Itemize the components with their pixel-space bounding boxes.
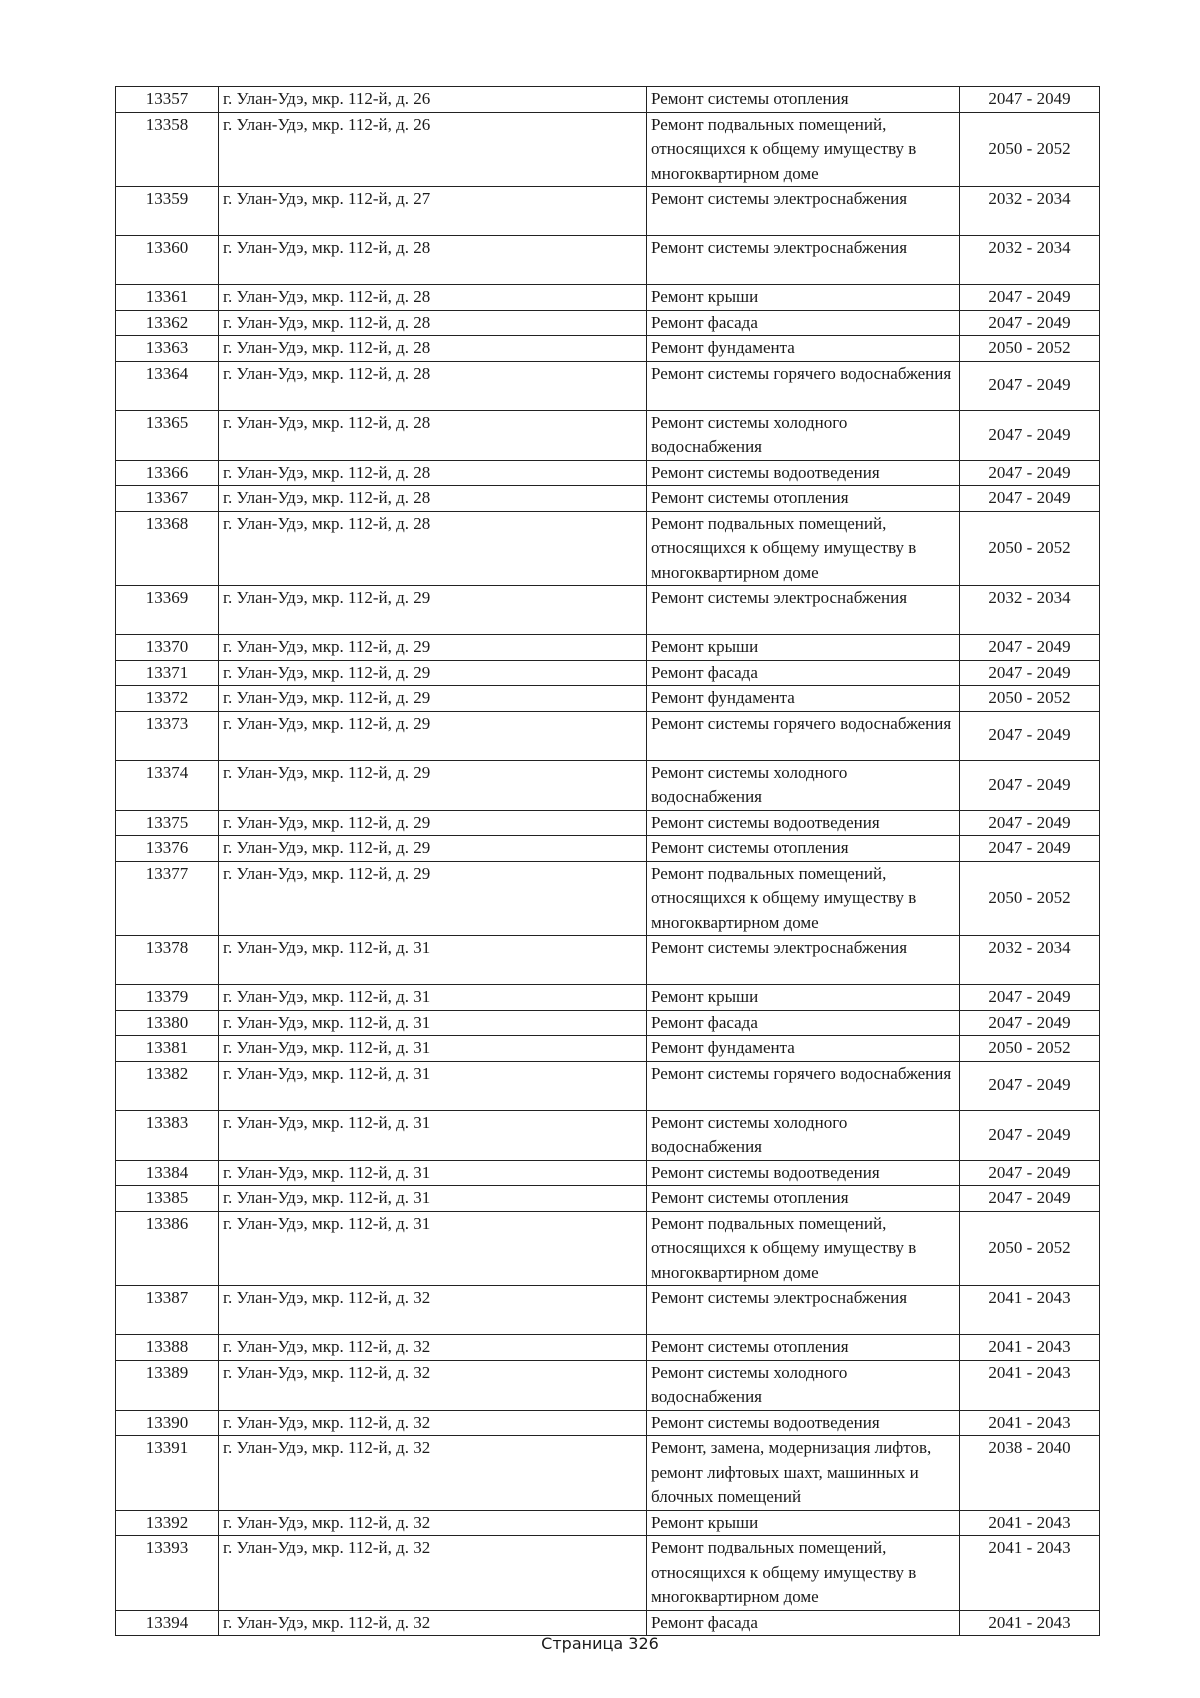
period-cell: 2047 - 2049 xyxy=(960,310,1100,336)
address-cell: г. Улан-Удэ, мкр. 112-й, д. 31 xyxy=(219,1010,647,1036)
table-row xyxy=(116,586,1100,635)
table-row xyxy=(116,87,1100,113)
work-type-cell: Ремонт системы отопления xyxy=(647,836,960,862)
address-cell: г. Улан-Удэ, мкр. 112-й, д. 29 xyxy=(219,861,647,936)
address-cell: г. Улан-Удэ, мкр. 112-й, д. 31 xyxy=(219,1061,647,1110)
address-cell: г. Улан-Удэ, мкр. 112-й, д. 27 xyxy=(219,187,647,236)
row-number-cell: 13364 xyxy=(116,361,219,410)
work-type-cell: Ремонт, замена, модернизация лифтов, ремонт лифтовых шахт, машинных и блочных помещений xyxy=(647,1436,960,1511)
work-type-cell: Ремонт системы горячего водоснабжения xyxy=(647,361,960,410)
work-type-cell: Ремонт системы электроснабжения xyxy=(647,1286,960,1335)
period-cell: 2047 - 2049 xyxy=(960,460,1100,486)
row-number-cell: 13393 xyxy=(116,1536,219,1611)
address-cell: г. Улан-Удэ, мкр. 112-й, д. 32 xyxy=(219,1360,647,1410)
address-cell: г. Улан-Удэ, мкр. 112-й, д. 29 xyxy=(219,711,647,760)
address-cell: г. Улан-Удэ, мкр. 112-й, д. 31 xyxy=(219,1211,647,1286)
row-number-cell: 13380 xyxy=(116,1010,219,1036)
table-row xyxy=(116,1335,1100,1361)
row-number-cell: 13379 xyxy=(116,985,219,1011)
row-number-cell: 13389 xyxy=(116,1360,219,1410)
table-row xyxy=(116,985,1100,1011)
address-cell: г. Улан-Удэ, мкр. 112-й, д. 28 xyxy=(219,336,647,362)
address-cell: г. Улан-Удэ, мкр. 112-й, д. 28 xyxy=(219,236,647,285)
row-number-cell: 13358 xyxy=(116,112,219,187)
row-number-cell: 13361 xyxy=(116,285,219,311)
row-number-cell: 13359 xyxy=(116,187,219,236)
row-number-cell: 13390 xyxy=(116,1410,219,1436)
row-number-cell: 13374 xyxy=(116,760,219,810)
work-type-cell: Ремонт системы горячего водоснабжения xyxy=(647,711,960,760)
row-number-cell: 13387 xyxy=(116,1286,219,1335)
period-cell: 2041 - 2043 xyxy=(960,1360,1100,1410)
repair-schedule-table xyxy=(115,86,1100,1636)
table-row xyxy=(116,1536,1100,1611)
row-number-cell: 13371 xyxy=(116,660,219,686)
work-type-cell: Ремонт системы водоотведения xyxy=(647,1410,960,1436)
row-number-cell: 13370 xyxy=(116,635,219,661)
address-cell: г. Улан-Удэ, мкр. 112-й, д. 32 xyxy=(219,1610,647,1636)
table-row xyxy=(116,760,1100,810)
row-number-cell: 13388 xyxy=(116,1335,219,1361)
row-number-cell: 13366 xyxy=(116,460,219,486)
work-type-cell: Ремонт подвальных помещений, относящихся к общему имуществу в многоквартирном доме xyxy=(647,1211,960,1286)
work-type-cell: Ремонт системы отопления xyxy=(647,486,960,512)
work-type-cell: Ремонт системы водоотведения xyxy=(647,1160,960,1186)
period-cell: 2050 - 2052 xyxy=(960,1211,1100,1286)
table-row xyxy=(116,1436,1100,1511)
work-type-cell: Ремонт крыши xyxy=(647,985,960,1011)
period-cell: 2047 - 2049 xyxy=(960,1110,1100,1160)
address-cell: г. Улан-Удэ, мкр. 112-й, д. 29 xyxy=(219,760,647,810)
work-type-cell: Ремонт системы отопления xyxy=(647,1335,960,1361)
address-cell: г. Улан-Удэ, мкр. 112-й, д. 29 xyxy=(219,586,647,635)
work-type-cell: Ремонт фундамента xyxy=(647,1036,960,1062)
table-row xyxy=(116,336,1100,362)
table-row xyxy=(116,1510,1100,1536)
period-cell: 2032 - 2034 xyxy=(960,187,1100,236)
table-row xyxy=(116,187,1100,236)
row-number-cell: 13382 xyxy=(116,1061,219,1110)
address-cell: г. Улан-Удэ, мкр. 112-й, д. 32 xyxy=(219,1436,647,1511)
address-cell: г. Улан-Удэ, мкр. 112-й, д. 29 xyxy=(219,686,647,712)
row-number-cell: 13381 xyxy=(116,1036,219,1062)
period-cell: 2050 - 2052 xyxy=(960,686,1100,712)
address-cell: г. Улан-Удэ, мкр. 112-й, д. 28 xyxy=(219,361,647,410)
work-type-cell: Ремонт подвальных помещений, относящихся к общему имуществу в многоквартирном доме xyxy=(647,112,960,187)
work-type-cell: Ремонт системы холодного водоснабжения xyxy=(647,1360,960,1410)
work-type-cell: Ремонт подвальных помещений, относящихся к общему имуществу в многоквартирном доме xyxy=(647,1536,960,1611)
address-cell: г. Улан-Удэ, мкр. 112-й, д. 28 xyxy=(219,511,647,586)
address-cell: г. Улан-Удэ, мкр. 112-й, д. 26 xyxy=(219,87,647,113)
address-cell: г. Улан-Удэ, мкр. 112-й, д. 32 xyxy=(219,1536,647,1611)
period-cell: 2047 - 2049 xyxy=(960,836,1100,862)
work-type-cell: Ремонт фасада xyxy=(647,310,960,336)
period-cell: 2047 - 2049 xyxy=(960,985,1100,1011)
period-cell: 2032 - 2034 xyxy=(960,936,1100,985)
row-number-cell: 13375 xyxy=(116,810,219,836)
table-row xyxy=(116,861,1100,936)
period-cell: 2047 - 2049 xyxy=(960,361,1100,410)
table-row xyxy=(116,460,1100,486)
address-cell: г. Улан-Удэ, мкр. 112-й, д. 28 xyxy=(219,460,647,486)
table-row xyxy=(116,1410,1100,1436)
address-cell: г. Улан-Удэ, мкр. 112-й, д. 29 xyxy=(219,660,647,686)
work-type-cell: Ремонт системы электроснабжения xyxy=(647,586,960,635)
table-row xyxy=(116,1110,1100,1160)
row-number-cell: 13360 xyxy=(116,236,219,285)
work-type-cell: Ремонт фундамента xyxy=(647,336,960,362)
period-cell: 2047 - 2049 xyxy=(960,87,1100,113)
table-row xyxy=(116,1360,1100,1410)
table-row xyxy=(116,410,1100,460)
work-type-cell: Ремонт фасада xyxy=(647,1010,960,1036)
row-number-cell: 13372 xyxy=(116,686,219,712)
address-cell: г. Улан-Удэ, мкр. 112-й, д. 31 xyxy=(219,936,647,985)
row-number-cell: 13383 xyxy=(116,1110,219,1160)
work-type-cell: Ремонт системы электроснабжения xyxy=(647,936,960,985)
address-cell: г. Улан-Удэ, мкр. 112-й, д. 26 xyxy=(219,112,647,187)
row-number-cell: 13384 xyxy=(116,1160,219,1186)
address-cell: г. Улан-Удэ, мкр. 112-й, д. 31 xyxy=(219,985,647,1011)
period-cell: 2041 - 2043 xyxy=(960,1335,1100,1361)
row-number-cell: 13376 xyxy=(116,836,219,862)
table-row xyxy=(116,936,1100,985)
period-cell: 2047 - 2049 xyxy=(960,1010,1100,1036)
period-cell: 2050 - 2052 xyxy=(960,861,1100,936)
work-type-cell: Ремонт крыши xyxy=(647,1510,960,1536)
row-number-cell: 13365 xyxy=(116,410,219,460)
address-cell: г. Улан-Удэ, мкр. 112-й, д. 31 xyxy=(219,1186,647,1212)
period-cell: 2032 - 2034 xyxy=(960,586,1100,635)
period-cell: 2047 - 2049 xyxy=(960,810,1100,836)
address-cell: г. Улан-Удэ, мкр. 112-й, д. 28 xyxy=(219,285,647,311)
work-type-cell: Ремонт системы водоотведения xyxy=(647,810,960,836)
table-row xyxy=(116,1010,1100,1036)
address-cell: г. Улан-Удэ, мкр. 112-й, д. 28 xyxy=(219,486,647,512)
table-row xyxy=(116,511,1100,586)
period-cell: 2050 - 2052 xyxy=(960,112,1100,187)
period-cell: 2050 - 2052 xyxy=(960,336,1100,362)
work-type-cell: Ремонт фасада xyxy=(647,1610,960,1636)
period-cell: 2047 - 2049 xyxy=(960,760,1100,810)
address-cell: г. Улан-Удэ, мкр. 112-й, д. 32 xyxy=(219,1510,647,1536)
row-number-cell: 13369 xyxy=(116,586,219,635)
table-row xyxy=(116,1286,1100,1335)
work-type-cell: Ремонт системы холодного водоснабжения xyxy=(647,1110,960,1160)
period-cell: 2047 - 2049 xyxy=(960,711,1100,760)
table-row xyxy=(116,310,1100,336)
work-type-cell: Ремонт системы водоотведения xyxy=(647,460,960,486)
work-type-cell: Ремонт системы холодного водоснабжения xyxy=(647,760,960,810)
work-type-cell: Ремонт системы отопления xyxy=(647,87,960,113)
period-cell: 2041 - 2043 xyxy=(960,1510,1100,1536)
work-type-cell: Ремонт системы электроснабжения xyxy=(647,187,960,236)
period-cell: 2047 - 2049 xyxy=(960,1160,1100,1186)
row-number-cell: 13391 xyxy=(116,1436,219,1511)
period-cell: 2047 - 2049 xyxy=(960,486,1100,512)
table-row xyxy=(116,1061,1100,1110)
table-row xyxy=(116,711,1100,760)
period-cell: 2047 - 2049 xyxy=(960,285,1100,311)
period-cell: 2041 - 2043 xyxy=(960,1410,1100,1436)
table-row xyxy=(116,1036,1100,1062)
work-type-cell: Ремонт подвальных помещений, относящихся к общему имуществу в многоквартирном доме xyxy=(647,861,960,936)
row-number-cell: 13357 xyxy=(116,87,219,113)
table-row xyxy=(116,810,1100,836)
row-number-cell: 13367 xyxy=(116,486,219,512)
row-number-cell: 13362 xyxy=(116,310,219,336)
work-type-cell: Ремонт фасада xyxy=(647,660,960,686)
row-number-cell: 13385 xyxy=(116,1186,219,1212)
table-row xyxy=(116,1186,1100,1212)
row-number-cell: 13392 xyxy=(116,1510,219,1536)
period-cell: 2050 - 2052 xyxy=(960,511,1100,586)
work-type-cell: Ремонт системы отопления xyxy=(647,1186,960,1212)
table-row xyxy=(116,660,1100,686)
address-cell: г. Улан-Удэ, мкр. 112-й, д. 32 xyxy=(219,1410,647,1436)
page-number: Страница 326 xyxy=(541,1634,659,1653)
table-row xyxy=(116,112,1100,187)
address-cell: г. Улан-Удэ, мкр. 112-й, д. 31 xyxy=(219,1110,647,1160)
period-cell: 2038 - 2040 xyxy=(960,1436,1100,1511)
period-cell: 2041 - 2043 xyxy=(960,1286,1100,1335)
row-number-cell: 13363 xyxy=(116,336,219,362)
work-type-cell: Ремонт крыши xyxy=(647,635,960,661)
period-cell: 2050 - 2052 xyxy=(960,1036,1100,1062)
row-number-cell: 13377 xyxy=(116,861,219,936)
address-cell: г. Улан-Удэ, мкр. 112-й, д. 28 xyxy=(219,410,647,460)
period-cell: 2041 - 2043 xyxy=(960,1610,1100,1636)
period-cell: 2032 - 2034 xyxy=(960,236,1100,285)
period-cell: 2047 - 2049 xyxy=(960,410,1100,460)
work-type-cell: Ремонт системы холодного водоснабжения xyxy=(647,410,960,460)
period-cell: 2041 - 2043 xyxy=(960,1536,1100,1611)
table-row xyxy=(116,285,1100,311)
address-cell: г. Улан-Удэ, мкр. 112-й, д. 32 xyxy=(219,1286,647,1335)
table-row xyxy=(116,361,1100,410)
period-cell: 2047 - 2049 xyxy=(960,660,1100,686)
row-number-cell: 13386 xyxy=(116,1211,219,1286)
row-number-cell: 13378 xyxy=(116,936,219,985)
table-row xyxy=(116,1211,1100,1286)
period-cell: 2047 - 2049 xyxy=(960,635,1100,661)
table-row xyxy=(116,1610,1100,1636)
work-type-cell: Ремонт системы электроснабжения xyxy=(647,236,960,285)
table-row xyxy=(116,486,1100,512)
work-type-cell: Ремонт системы горячего водоснабжения xyxy=(647,1061,960,1110)
address-cell: г. Улан-Удэ, мкр. 112-й, д. 31 xyxy=(219,1160,647,1186)
address-cell: г. Улан-Удэ, мкр. 112-й, д. 31 xyxy=(219,1036,647,1062)
address-cell: г. Улан-Удэ, мкр. 112-й, д. 29 xyxy=(219,836,647,862)
address-cell: г. Улан-Удэ, мкр. 112-й, д. 32 xyxy=(219,1335,647,1361)
address-cell: г. Улан-Удэ, мкр. 112-й, д. 28 xyxy=(219,310,647,336)
period-cell: 2047 - 2049 xyxy=(960,1061,1100,1110)
table-row xyxy=(116,1160,1100,1186)
row-number-cell: 13368 xyxy=(116,511,219,586)
table-row xyxy=(116,686,1100,712)
table-body xyxy=(116,87,1100,1636)
table-row xyxy=(116,236,1100,285)
address-cell: г. Улан-Удэ, мкр. 112-й, д. 29 xyxy=(219,810,647,836)
address-cell: г. Улан-Удэ, мкр. 112-й, д. 29 xyxy=(219,635,647,661)
work-type-cell: Ремонт крыши xyxy=(647,285,960,311)
table-row xyxy=(116,836,1100,862)
row-number-cell: 13394 xyxy=(116,1610,219,1636)
row-number-cell: 13373 xyxy=(116,711,219,760)
work-type-cell: Ремонт фундамента xyxy=(647,686,960,712)
work-type-cell: Ремонт подвальных помещений, относящихся к общему имуществу в многоквартирном доме xyxy=(647,511,960,586)
table-row xyxy=(116,635,1100,661)
period-cell: 2047 - 2049 xyxy=(960,1186,1100,1212)
